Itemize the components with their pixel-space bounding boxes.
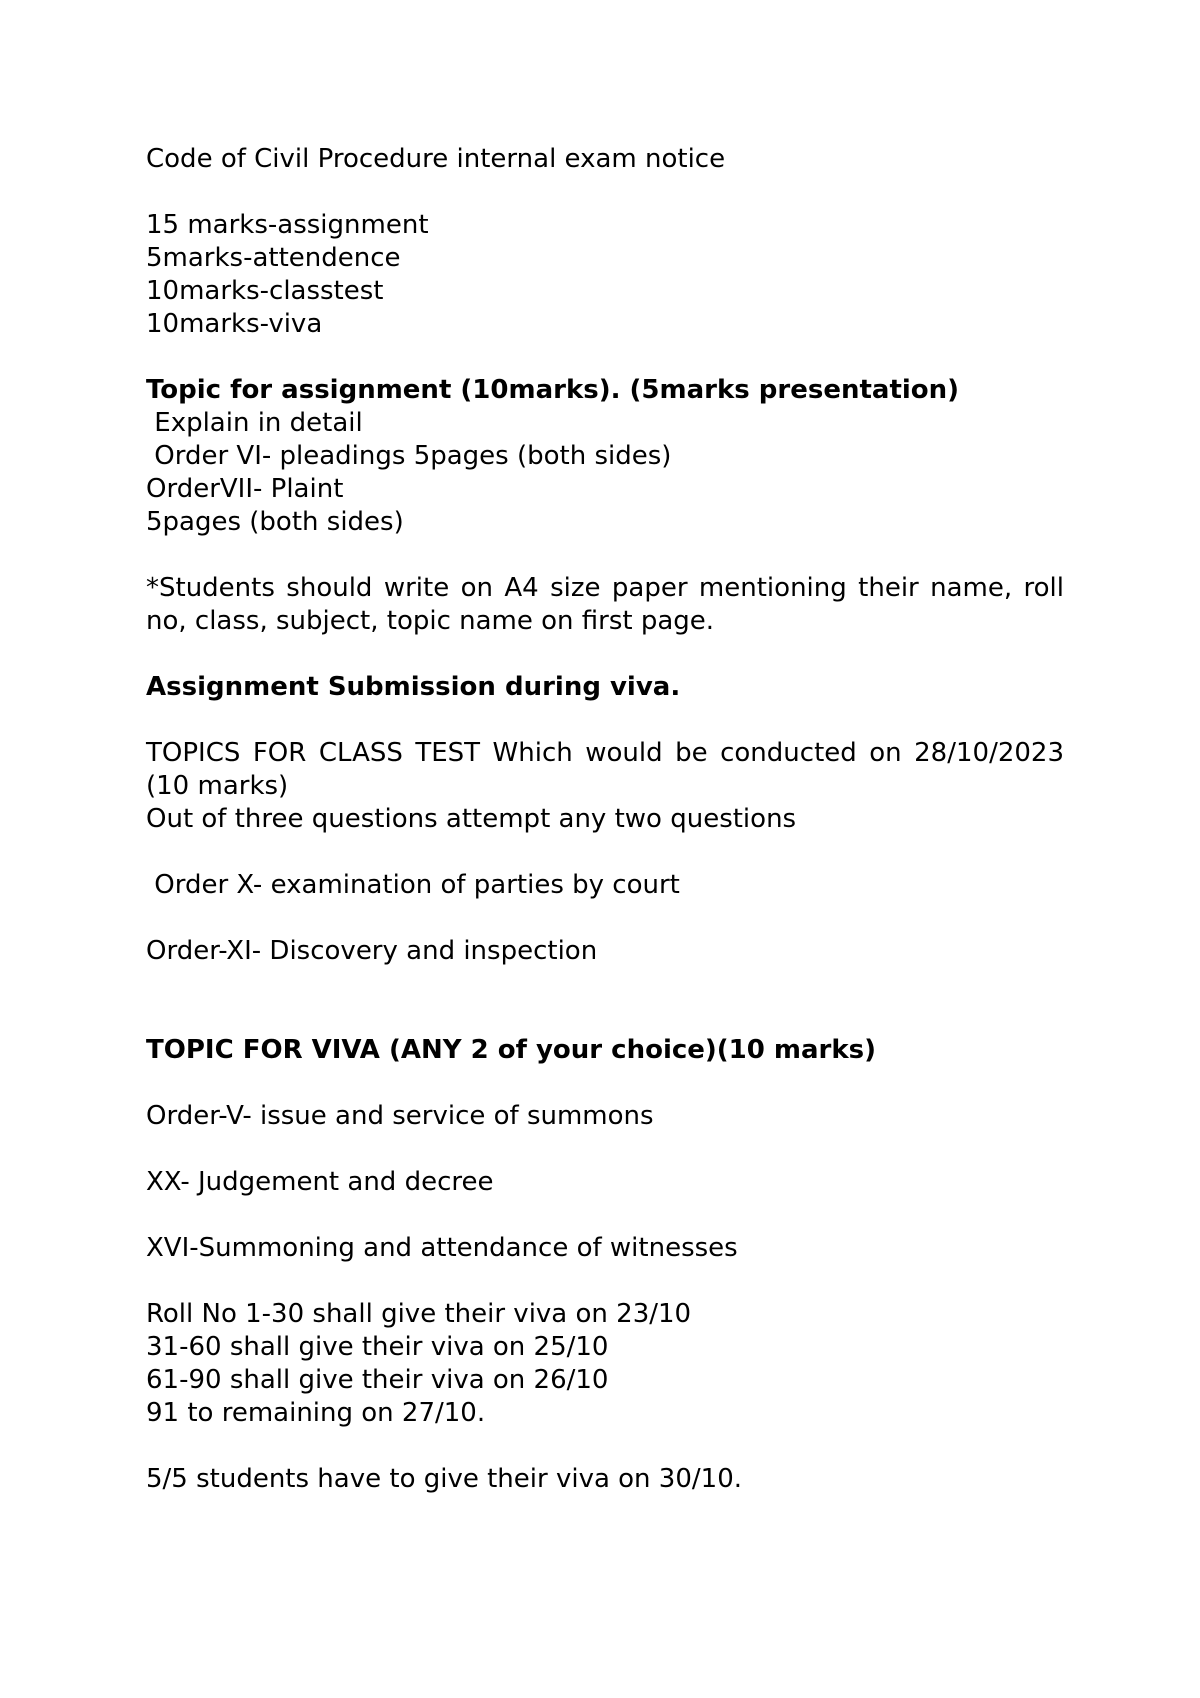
document-body <box>146 143 1064 1496</box>
class-test-heading: TOPICS FOR CLASS TEST Which would be conducted on 28/10/2023 (10 marks) <box>146 738 1064 801</box>
assignment-line: Explain in detail <box>146 408 363 438</box>
class-test-topic: Order-XI- Discovery and inspection <box>146 936 598 966</box>
class-test-topic: Order X- examination of parties by court <box>146 870 680 900</box>
viva-topic: Order-V- issue and service of summons <box>146 1101 654 1131</box>
assignment-heading: Topic for assignment (10marks). (5marks presentation) <box>146 375 960 405</box>
class-test-instruction: Out of three questions attempt any two questions <box>146 804 797 834</box>
assignment-line: OrderVII- Plaint <box>146 474 344 504</box>
assignment-line: 5pages (both sides) <box>146 507 404 537</box>
viva-note: 5/5 students have to give their viva on 30/10. <box>146 1464 742 1494</box>
viva-schedule-item: Roll No 1-30 shall give their viva on 23/10 <box>146 1299 692 1329</box>
marks-item: 15 marks-assignment <box>146 210 429 240</box>
viva-schedule-item: 91 to remaining on 27/10. <box>146 1398 486 1428</box>
marks-item: 10marks-classtest <box>146 276 384 306</box>
assignment-line: Order VI- pleadings 5pages (both sides) <box>146 441 672 471</box>
marks-item: 5marks-attendence <box>146 243 401 273</box>
viva-schedule-item: 31-60 shall give their viva on 25/10 <box>146 1332 609 1362</box>
assignment-submission: Assignment Submission during viva. <box>146 672 681 702</box>
viva-topic: XVI-Summoning and attendance of witnesses <box>146 1233 738 1263</box>
viva-topic: XX- Judgement and decree <box>146 1167 494 1197</box>
assignment-instruction: *Students should write on A4 size paper mentioning their name, roll no, class, subject, topic name on first page. <box>146 573 1064 636</box>
marks-item: 10marks-viva <box>146 309 323 339</box>
page-title: Code of Civil Procedure internal exam notice <box>146 144 726 174</box>
viva-heading: TOPIC FOR VIVA (ANY 2 of your choice)(10 marks) <box>146 1035 877 1065</box>
viva-schedule-item: 61-90 shall give their viva on 26/10 <box>146 1365 609 1395</box>
